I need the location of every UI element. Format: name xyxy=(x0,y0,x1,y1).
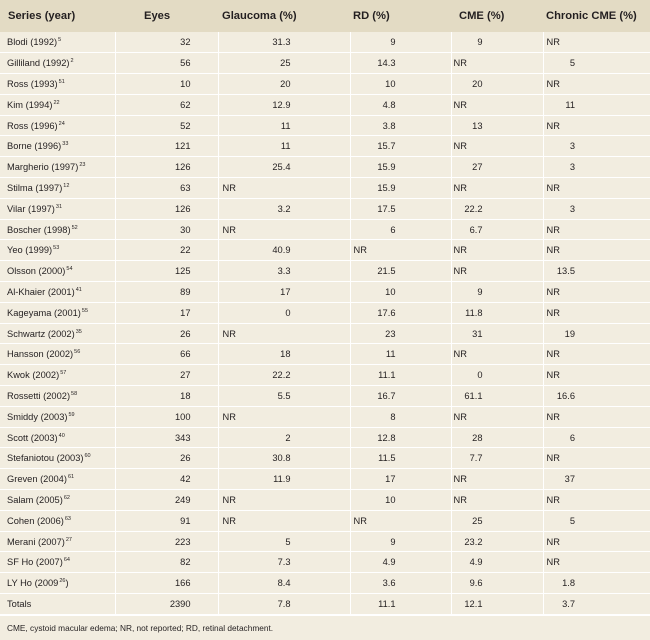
cell-chronic: NR xyxy=(543,74,650,95)
cell-chronic: NR xyxy=(543,344,650,365)
cell-eyes: 27 xyxy=(115,365,218,386)
table-row xyxy=(0,323,650,344)
reference-superscript: 54 xyxy=(66,266,73,273)
reference-superscript: 60 xyxy=(84,453,91,460)
cell-cme: 4.9 xyxy=(451,552,543,573)
cell-glaucoma: 17 xyxy=(218,282,350,303)
cell-glaucoma: 0 xyxy=(218,302,350,323)
cell-chronic: 5 xyxy=(543,53,650,74)
cell-rd: 23 xyxy=(350,323,451,344)
cell-cme: 11.8 xyxy=(451,302,543,323)
header-chronic-cme: Chronic CME (%) xyxy=(546,10,637,22)
cell-cme: NR xyxy=(451,136,543,157)
cell-series: Ross $(1996)^{24}$ xyxy=(0,115,115,136)
cell-chronic: NR xyxy=(543,406,650,427)
cell-series: Borne $(1996)^{33}$ xyxy=(0,136,115,157)
table-row xyxy=(0,157,650,178)
cell-series: Scott $(2003)^{40}$ xyxy=(0,427,115,448)
cell-glaucoma: NR xyxy=(218,323,350,344)
cell-chronic: 3 xyxy=(543,136,650,157)
table-row xyxy=(0,261,650,282)
cell-chronic: 3.7 xyxy=(543,594,650,615)
cell-rd: 4.8 xyxy=(350,94,451,115)
table-row xyxy=(0,53,650,74)
reference-superscript: 33 xyxy=(62,141,69,148)
table-row xyxy=(0,510,650,531)
cell-series: Rossetti $(2002)^{58}$ xyxy=(0,386,115,407)
cell-glaucoma: 11 xyxy=(218,136,350,157)
cell-eyes: 223 xyxy=(115,531,218,552)
reference-superscript: 23 xyxy=(79,162,86,169)
cell-series: Ross $(1993)^{51}$ xyxy=(0,74,115,95)
cell-series: Smiddy $(2003)^{59}$ xyxy=(0,406,115,427)
reference-superscript: 22 xyxy=(53,99,60,106)
cell-eyes: 126 xyxy=(115,198,218,219)
cell-chronic: NR xyxy=(543,302,650,323)
cell-cme: 20 xyxy=(451,74,543,95)
cell-chronic: NR xyxy=(543,240,650,261)
reference-superscript: 35 xyxy=(75,328,82,335)
cell-eyes: 52 xyxy=(115,115,218,136)
cell-glaucoma: 30.8 xyxy=(218,448,350,469)
reference-superscript: 59 xyxy=(68,411,75,418)
cell-rd: 11.1 xyxy=(350,594,451,615)
cell-glaucoma: 8.4 xyxy=(218,573,350,594)
cell-glaucoma: 7.8 xyxy=(218,594,350,615)
cell-rd: 10 xyxy=(350,282,451,303)
cell-cme: 12.1 xyxy=(451,594,543,615)
table-row xyxy=(0,240,650,261)
table-row xyxy=(0,32,650,53)
cell-eyes: 126 xyxy=(115,157,218,178)
reference-superscript: 52 xyxy=(71,224,78,231)
reference-superscript: 53 xyxy=(53,245,60,252)
cell-cme: NR xyxy=(451,406,543,427)
table-row xyxy=(0,136,650,157)
table-row xyxy=(0,406,650,427)
cell-series: Schwartz $(2002)^{35}$ xyxy=(0,323,115,344)
cell-glaucoma: NR xyxy=(218,406,350,427)
cell-series: Gilliland $(1992)^2$ xyxy=(0,53,115,74)
reference-superscript: 63 xyxy=(64,515,71,522)
table-row xyxy=(0,115,650,136)
reference-superscript: 26 xyxy=(59,578,66,585)
cell-glaucoma: 18 xyxy=(218,344,350,365)
table-row xyxy=(0,198,650,219)
cell-chronic: NR xyxy=(543,448,650,469)
cell-glaucoma: NR xyxy=(218,490,350,511)
cell-glaucoma: 25.4 xyxy=(218,157,350,178)
cell-glaucoma: 5 xyxy=(218,531,350,552)
cell-chronic: 37 xyxy=(543,469,650,490)
table-row xyxy=(0,219,650,240)
header-eyes: Eyes xyxy=(144,10,171,22)
cell-glaucoma: 7.3 xyxy=(218,552,350,573)
cell-eyes: 166 xyxy=(115,573,218,594)
table-row xyxy=(0,573,650,594)
cell-series: Greven $(2004)^{61}$ xyxy=(0,469,115,490)
cell-chronic: NR xyxy=(543,32,650,53)
cell-series: Vilar $(1997)^{31}$ xyxy=(0,198,115,219)
table-row xyxy=(0,490,650,511)
cell-cme: 25 xyxy=(451,510,543,531)
cell-rd: NR xyxy=(350,240,451,261)
reference-superscript: 24 xyxy=(58,120,65,127)
cell-cme: NR xyxy=(451,53,543,74)
cell-cme: 0 xyxy=(451,365,543,386)
cell-eyes: 26 xyxy=(115,448,218,469)
reference-superscript: 5 xyxy=(58,37,62,44)
cell-series: Olsson $(2000)^{54}$ xyxy=(0,261,115,282)
cell-eyes: 56 xyxy=(115,53,218,74)
cell-rd: 6 xyxy=(350,219,451,240)
reference-superscript: 40 xyxy=(58,432,65,439)
cell-series: Al-Khaier $(2001)^{41}$ xyxy=(0,282,115,303)
cell-eyes: 125 xyxy=(115,261,218,282)
table-row xyxy=(0,469,650,490)
cell-cme: 9.6 xyxy=(451,573,543,594)
reference-superscript: 61 xyxy=(67,474,75,481)
cell-series: Cohen $(2006)^{63}$ xyxy=(0,510,115,531)
cell-rd: 15.9 xyxy=(350,178,451,199)
header-rd: RD (%) xyxy=(353,10,390,22)
cell-glaucoma: 40.9 xyxy=(218,240,350,261)
cell-eyes: 249 xyxy=(115,490,218,511)
cell-series: Kim $(1994)^{22}$ xyxy=(0,94,115,115)
cell-rd: 17 xyxy=(350,469,451,490)
reference-superscript: 27 xyxy=(65,536,72,543)
cell-cme: NR xyxy=(451,344,543,365)
cell-glaucoma: 3.2 xyxy=(218,198,350,219)
cell-cme: 6.7 xyxy=(451,219,543,240)
cell-chronic: 11 xyxy=(543,94,650,115)
reference-superscript: 31 xyxy=(55,203,63,210)
header-glaucoma: Glaucoma (%) xyxy=(222,10,297,22)
cell-eyes: 89 xyxy=(115,282,218,303)
cell-glaucoma: 3.3 xyxy=(218,261,350,282)
table-row xyxy=(0,531,650,552)
cell-chronic: NR xyxy=(543,178,650,199)
cell-chronic: NR xyxy=(543,219,650,240)
cell-chronic: NR xyxy=(543,552,650,573)
cell-rd: 3.8 xyxy=(350,115,451,136)
cell-chronic: 19 xyxy=(543,323,650,344)
reference-superscript: 55 xyxy=(81,307,89,314)
cell-rd: 9 xyxy=(350,531,451,552)
cell-series: Kwok $(2002)^{57}$ xyxy=(0,365,115,386)
cell-eyes: 82 xyxy=(115,552,218,573)
table-row xyxy=(0,386,650,407)
reference-superscript: 64 xyxy=(63,557,70,564)
cell-glaucoma: 11.9 xyxy=(218,469,350,490)
cell-chronic: 16.6 xyxy=(543,386,650,407)
cell-cme: 27 xyxy=(451,157,543,178)
cell-series: Blodi $(1992)^5$ xyxy=(0,32,115,53)
cell-chronic: 3 xyxy=(543,198,650,219)
cell-glaucoma: 25 xyxy=(218,53,350,74)
cell-glaucoma: 2 xyxy=(218,427,350,448)
cell-cme: 9 xyxy=(451,282,543,303)
cell-rd: 4.9 xyxy=(350,552,451,573)
cell-cme: 7.7 xyxy=(451,448,543,469)
table-row xyxy=(0,448,650,469)
cell-cme: 13 xyxy=(451,115,543,136)
cell-chronic: 13.5 xyxy=(543,261,650,282)
table-row xyxy=(0,282,650,303)
table-row xyxy=(0,365,650,386)
cell-eyes: 22 xyxy=(115,240,218,261)
cell-glaucoma: NR xyxy=(218,219,350,240)
cell-rd: 12.8 xyxy=(350,427,451,448)
table-body xyxy=(0,32,650,614)
cell-glaucoma: 20 xyxy=(218,74,350,95)
cell-series: Kageyama $(2001)^{55}$ xyxy=(0,302,115,323)
reference-superscript: 58 xyxy=(71,390,78,397)
cell-chronic: 5 xyxy=(543,510,650,531)
cell-rd: 3.6 xyxy=(350,573,451,594)
cell-cme: 22.2 xyxy=(451,198,543,219)
cell-eyes: 66 xyxy=(115,344,218,365)
cell-chronic: NR xyxy=(543,365,650,386)
totals-row xyxy=(0,594,650,615)
cell-glaucoma: 31.3 xyxy=(218,32,350,53)
cell-rd: 15.9 xyxy=(350,157,451,178)
reference-superscript: 12 xyxy=(63,182,70,189)
cell-rd: 10 xyxy=(350,490,451,511)
table-row xyxy=(0,74,650,95)
cell-cme: 28 xyxy=(451,427,543,448)
cell-cme: NR xyxy=(451,261,543,282)
cell-cme: 9 xyxy=(451,32,543,53)
cell-rd: 16.7 xyxy=(350,386,451,407)
cell-rd: 11 xyxy=(350,344,451,365)
cell-eyes: 30 xyxy=(115,219,218,240)
cell-cme: NR xyxy=(451,469,543,490)
cell-series: Merani $(2007)^{27}$ xyxy=(0,531,115,552)
cell-glaucoma: 22.2 xyxy=(218,365,350,386)
cell-series: Stilma $(1997)^{12}$ xyxy=(0,178,115,199)
cell-eyes: 63 xyxy=(115,178,218,199)
cell-rd: 17.6 xyxy=(350,302,451,323)
cell-cme: 23.2 xyxy=(451,531,543,552)
table-row xyxy=(0,178,650,199)
cell-series: Hansson $(2002)^{56}$ xyxy=(0,344,115,365)
table-row xyxy=(0,427,650,448)
cell-eyes: 100 xyxy=(115,406,218,427)
cell-eyes: 2390 xyxy=(115,594,218,615)
table-footnote: CME, cystoid macular edema; NR, not reported; RD, retinal detachment. xyxy=(0,615,650,640)
reference-superscript: 56 xyxy=(74,349,81,356)
cell-eyes: 343 xyxy=(115,427,218,448)
cell-cme: NR xyxy=(451,240,543,261)
cell-eyes: 18 xyxy=(115,386,218,407)
cell-glaucoma: 11 xyxy=(218,115,350,136)
cell-chronic: NR xyxy=(543,531,650,552)
cell-eyes: 17 xyxy=(115,302,218,323)
cell-series: Margherio $(1997)^{23}$ xyxy=(0,157,115,178)
header-row xyxy=(0,0,650,32)
cell-eyes: 91 xyxy=(115,510,218,531)
cell-series: Totals xyxy=(0,594,115,615)
cell-cme: 61.1 xyxy=(451,386,543,407)
cell-glaucoma: NR xyxy=(218,510,350,531)
cell-eyes: 42 xyxy=(115,469,218,490)
cell-rd: 10 xyxy=(350,74,451,95)
cell-cme: NR xyxy=(451,490,543,511)
cell-glaucoma: 5.5 xyxy=(218,386,350,407)
cell-chronic: NR xyxy=(543,490,650,511)
cell-cme: NR xyxy=(451,94,543,115)
cell-rd: 15.7 xyxy=(350,136,451,157)
cell-series: LY Ho (2009$^{26}$) xyxy=(0,573,115,594)
cell-rd: 21.5 xyxy=(350,261,451,282)
cell-series: Boscher $(1998)^{52}$ xyxy=(0,219,115,240)
cell-eyes: 26 xyxy=(115,323,218,344)
cell-rd: 14.3 xyxy=(350,53,451,74)
cell-rd: 9 xyxy=(350,32,451,53)
cell-eyes: 62 xyxy=(115,94,218,115)
table-row xyxy=(0,344,650,365)
cell-eyes: 121 xyxy=(115,136,218,157)
cell-chronic: 6 xyxy=(543,427,650,448)
cell-series: Stefaniotou $(2003)^{60}$ xyxy=(0,448,115,469)
cell-rd: 11.5 xyxy=(350,448,451,469)
table-row xyxy=(0,94,650,115)
reference-superscript: 2 xyxy=(70,58,74,65)
cell-rd: 11.1 xyxy=(350,365,451,386)
cell-chronic: NR xyxy=(543,282,650,303)
cell-cme: 31 xyxy=(451,323,543,344)
table-row xyxy=(0,552,650,573)
cell-rd: NR xyxy=(350,510,451,531)
reference-superscript: 62 xyxy=(63,494,70,501)
header-series: Series (year) xyxy=(8,10,76,22)
table-row xyxy=(0,302,650,323)
cell-glaucoma: NR xyxy=(218,178,350,199)
cell-chronic: NR xyxy=(543,115,650,136)
cell-series: SF Ho $(2007)^{64}$ xyxy=(0,552,115,573)
cell-eyes: 10 xyxy=(115,74,218,95)
cell-glaucoma: 12.9 xyxy=(218,94,350,115)
reference-superscript: 41 xyxy=(75,286,82,293)
reference-superscript: 51 xyxy=(58,78,65,85)
cell-series: Salam $(2005)^{62}$ xyxy=(0,490,115,511)
cell-rd: 8 xyxy=(350,406,451,427)
cell-chronic: 3 xyxy=(543,157,650,178)
cell-eyes: 32 xyxy=(115,32,218,53)
cell-rd: 17.5 xyxy=(350,198,451,219)
header-cme: CME (%) xyxy=(459,10,505,22)
cell-cme: NR xyxy=(451,178,543,199)
cell-chronic: 1.8 xyxy=(543,573,650,594)
reference-superscript: 57 xyxy=(60,370,67,377)
cell-series: Yeo $(1999)^{53}$ xyxy=(0,240,115,261)
